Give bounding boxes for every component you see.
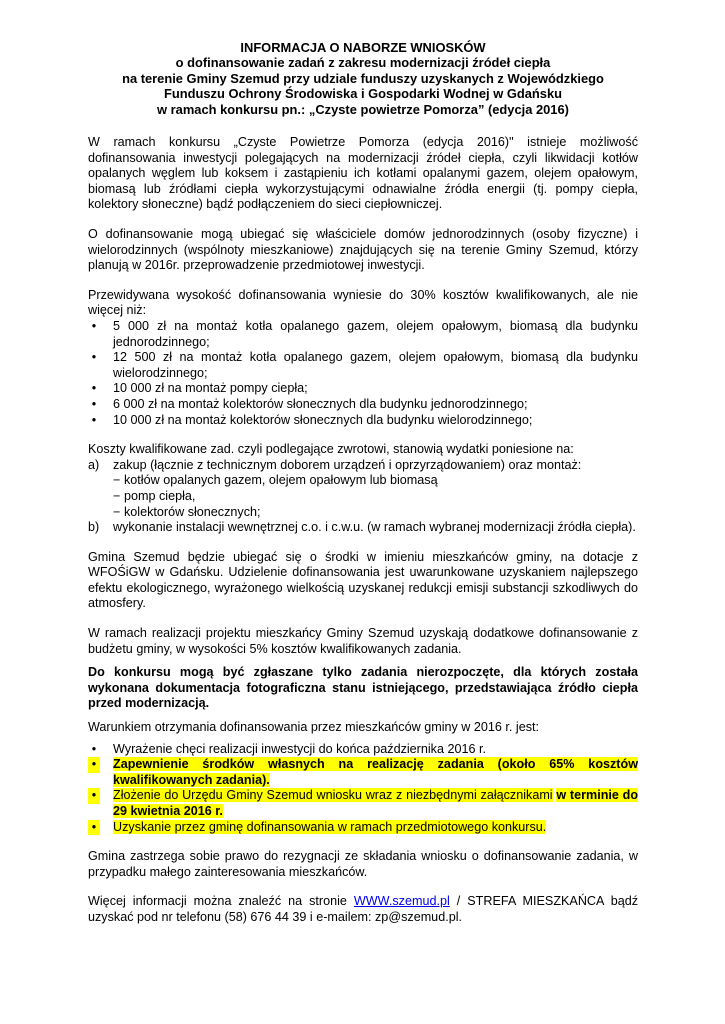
funding-amounts-list bbox=[88, 319, 638, 428]
list-item: − kotłów opalanych gazem, olejem opałowym lub biomasą bbox=[113, 473, 438, 488]
contact-paragraph: Więcej informacji można znaleźć na stronie WWW.szemud.pl / STREFA MIESZKAŃCA bądź uzyskać pod nr telefonu (58) 676 44 39 i e-mailem: zp@szemud.pl. bbox=[88, 894, 639, 924]
list-item: • Uzyskanie przez gminę dofinansowania w ramach przedmiotowego konkursu. bbox=[88, 820, 638, 836]
conditions-list bbox=[88, 742, 638, 836]
application-paragraph: Gmina Szemud będzie ubiegać się o środki w imieniu mieszkańców gminy, na dotacje z WFOŚiGW w Gdańsku. Udzielenie dofinansowania jest uwarunkowane uzyskaniem najlepszego efektu ekologicznego, wyrażonego wielkością uzyskanej redukcji emisji substancji szkodliwych do atmosfery. bbox=[88, 549, 638, 611]
bullet-icon: • bbox=[91, 412, 97, 427]
eligibility-paragraph: O dofinansowanie mogą ubiegać się właściciele domów jednorodzinnych (osoby fizyczne) i wielorodzinnych (wspólnoty mieszkaniowe) znajdujących się na terenie Gminy Szemud, którzy planują w 2016r. przeprowadzenie przedmiotowej inwestycji. bbox=[88, 227, 638, 273]
list-item: a) zakup (łącznie z technicznym doborem urządzeń i oprzyrządowaniem) oraz montaż: bbox=[88, 457, 582, 472]
bullet-icon: • bbox=[91, 381, 97, 396]
bullet-icon: • bbox=[91, 396, 97, 411]
costs-list-b bbox=[88, 520, 638, 536]
costs-list bbox=[88, 458, 638, 474]
list-item: • 10 000 zł na montaż kolektorów słonecznych dla budynku wielorodzinnego; bbox=[88, 413, 638, 429]
title-line-1: INFORMACJA O NABORZE WNIOSKÓW bbox=[240, 40, 486, 55]
list-item: − kolektorów słonecznych; bbox=[113, 504, 261, 519]
intro-paragraph: W ramach konkursu „Czyste Powietrze Pomorza (edycja 2016)" istnieje możliwość dofinansowania inwestycji polegających na modernizacji źródeł ciepła, czyli likwidacji kotłów opalanych węglem lub koksem i zastąpieniu ich kotłami opalanymi gazem, olejem opałowym, biomasą lub źródłami ciepła wykorzystującymi odnawialne źródła energii (tj. pompy ciepła, kolektory słoneczne) bądź podłączeniem do sieci ciepłowniczej. bbox=[88, 135, 638, 212]
title-line-5: w ramach konkursu pn.: „Czyste powietrze Pomorza” (edycja 2016) bbox=[157, 101, 569, 117]
dash-icon: − bbox=[113, 504, 121, 519]
dash-icon: − bbox=[113, 488, 121, 503]
funding-paragraph: Przewidywana wysokość dofinansowania wyniesie do 30% kosztów kwalifikowanych, ale nie więcej niż: bbox=[88, 287, 638, 318]
document-title bbox=[88, 40, 638, 117]
list-item: b) wykonanie instalacji wewnętrznej c.o. i c.w.u. (w ramach wybranej modernizacji źródła ciepła). bbox=[88, 520, 636, 535]
list-item: • 12 500 zł na montaż kotła opalanego gazem, olejem opałowym, biomasą dla budynku wielorodzinnego; bbox=[88, 350, 638, 381]
list-item: • Wyrażenie chęci realizacji inwestycji do końca października 2016 r. bbox=[88, 742, 638, 758]
dash-icon: − bbox=[113, 473, 121, 488]
bullet-icon: • bbox=[88, 788, 100, 804]
list-item: • 5 000 zł na montaż kotła opalanego gazem, olejem opałowym, biomasą dla budynku jednorodzinnego; bbox=[88, 319, 638, 350]
list-item: • 6 000 zł na montaż kolektorów słonecznych dla budynku jednorodzinnego; bbox=[88, 397, 638, 413]
costs-sublist bbox=[88, 473, 638, 520]
website-link[interactable]: WWW.szemud.pl bbox=[353, 894, 450, 909]
budget-paragraph: W ramach realizacji projektu mieszkańcy Gminy Szemud uzyskają dodatkowe dofinansowanie z budżetu gminy, w wysokości 5% kosztów kwalifikowanych zadania. bbox=[88, 626, 638, 656]
title-line-4: Funduszu Ochrony Środowiska i Gospodarki Wodnej w Gdańsku bbox=[164, 86, 562, 102]
list-item: − pomp ciepła, bbox=[113, 488, 196, 503]
bullet-icon: • bbox=[91, 741, 97, 756]
reservation-paragraph: Gmina zastrzega sobie prawo do rezygnacji ze składania wniosku o dofinansowanie zadania, w przypadku małego zainteresowania mieszkańców. bbox=[88, 849, 638, 879]
list-item: • Złożenie do Urzędu Gminy Szemud wniosku wraz z niezbędnymi załącznikami w terminie do 29 kwietnia 2016 r. bbox=[88, 788, 638, 819]
list-marker: b) bbox=[88, 520, 100, 535]
conditions-intro: Warunkiem otrzymania dofinansowania przez mieszkańców gminy w 2016 r. jest: bbox=[88, 720, 540, 735]
bullet-icon: • bbox=[91, 350, 97, 365]
list-marker: a) bbox=[88, 457, 100, 472]
requirement-paragraph: Do konkursu mogą być zgłaszane tylko zadania nierozpoczęte, dla których została wykonana dokumentacja fotograficzna stanu istniejącego, przedstawiająca źródło ciepła przed modernizacją. bbox=[88, 665, 638, 711]
bullet-icon: • bbox=[91, 318, 97, 333]
costs-intro: Koszty kwalifikowane zad. czyli podlegające zwrotowi, stanowią wydatki poniesione na: bbox=[88, 442, 574, 457]
bullet-icon: • bbox=[88, 820, 100, 836]
list-item: • 10 000 zł na montaż pompy ciepła; bbox=[88, 381, 638, 397]
title-line-2: o dofinansowanie zadań z zakresu modernizacji źródeł ciepła bbox=[175, 55, 551, 71]
document-page bbox=[88, 40, 638, 926]
list-item: • Zapewnienie środków własnych na realizację zadania (około 65% kosztów kwalifikowanych zadania). bbox=[88, 757, 638, 788]
bullet-icon: • bbox=[88, 757, 100, 773]
title-line-3: na terenie Gminy Szemud przy udziale funduszy uzyskanych z Wojewódzkiego bbox=[122, 70, 604, 86]
